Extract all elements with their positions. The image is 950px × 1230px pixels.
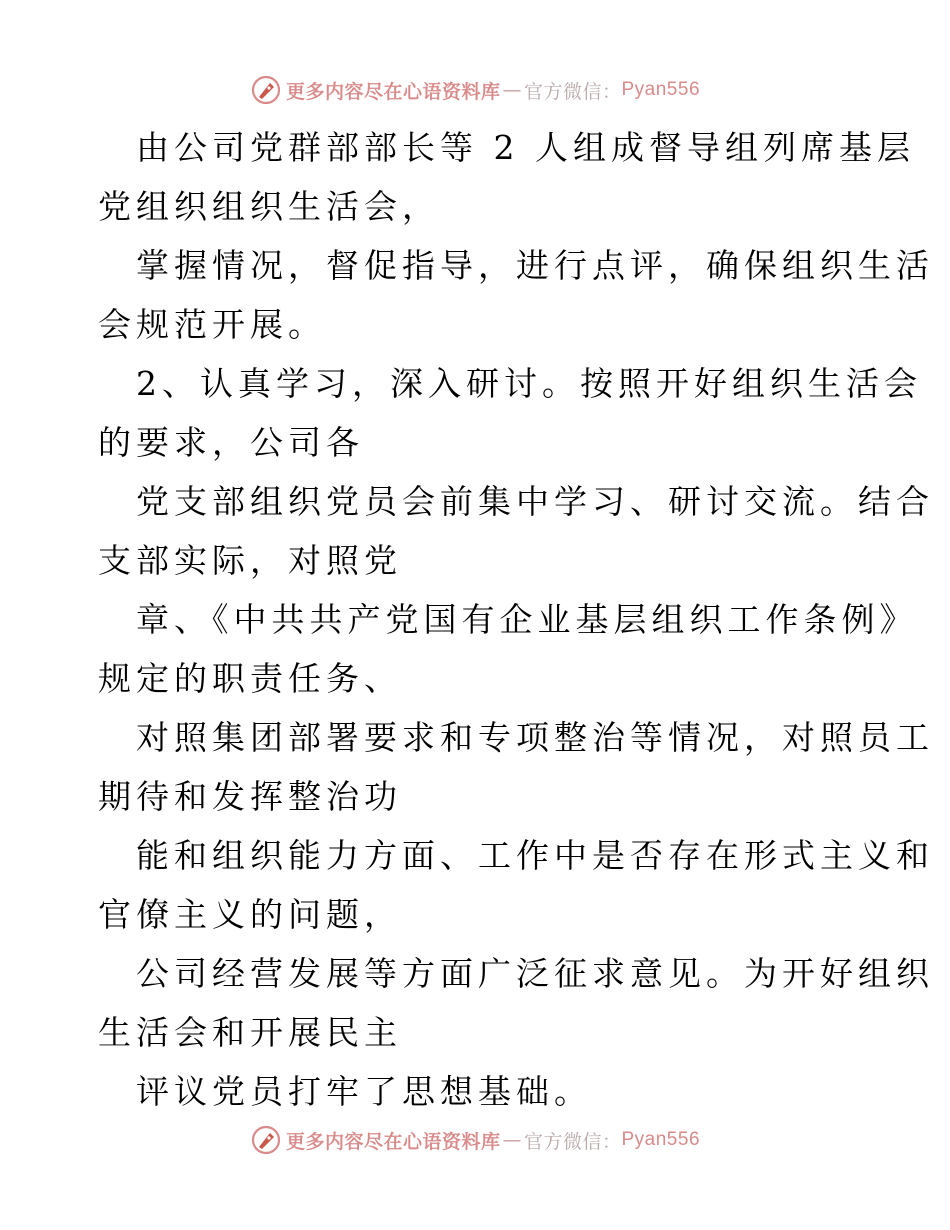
- pen-nib-circle-icon: [250, 1124, 282, 1156]
- watermark-wechat-id: Pyan556: [621, 79, 701, 100]
- watermark-brand: 更多内容尽在心语资料库: [285, 80, 501, 103]
- text-line: 官僚主义的问题，: [98, 895, 402, 934]
- watermark-brand: 更多内容尽在心语资料库: [285, 1130, 501, 1153]
- text-line: 公司经营发展等方面广泛征求意见。为开好组织: [136, 954, 934, 993]
- document-body: [98, 118, 934, 1121]
- text-line: 支部实际，对照党: [98, 541, 402, 580]
- header-watermark: [0, 70, 950, 110]
- text-line: 由公司党群部部长等 2 人组成督导组列席基层: [136, 128, 915, 167]
- text-line: 掌握情况，督促指导，进行点评，确保组织生活: [136, 246, 934, 285]
- text-line: 期待和发挥整治功: [98, 777, 402, 816]
- text-line: 党组织组织生活会，: [98, 187, 440, 226]
- text-line: 会规范开展。: [98, 305, 326, 344]
- text-line: 生活会和开展民主: [98, 1013, 402, 1052]
- footer-watermark: [0, 1120, 950, 1160]
- watermark-dash: —: [502, 1129, 522, 1151]
- watermark-dash: —: [502, 79, 522, 101]
- text-line: 章、《中共共产党国有企业基层组织工作条例》: [136, 600, 918, 639]
- watermark-official-label: 官方微信：: [523, 80, 622, 103]
- text-line: 的要求，公司各: [98, 423, 364, 462]
- text-line: 对照集团部署要求和专项整治等情况，对照员工: [136, 718, 934, 757]
- text-line: 党支部组织党员会前集中学习、研讨交流。结合: [136, 482, 934, 521]
- text-line: 评议党员打牢了思想基础。: [136, 1072, 592, 1111]
- watermark-official-label: 官方微信：: [523, 1130, 622, 1153]
- text-line: 能和组织能力方面、工作中是否存在形式主义和: [136, 836, 934, 875]
- pen-nib-circle-icon: [250, 74, 282, 106]
- text-line: 规定的职责任务、: [98, 659, 402, 698]
- watermark-wechat-id: Pyan556: [621, 1129, 701, 1150]
- text-line: 2、认真学习，深入研讨。按照开好组织生活会: [136, 364, 922, 403]
